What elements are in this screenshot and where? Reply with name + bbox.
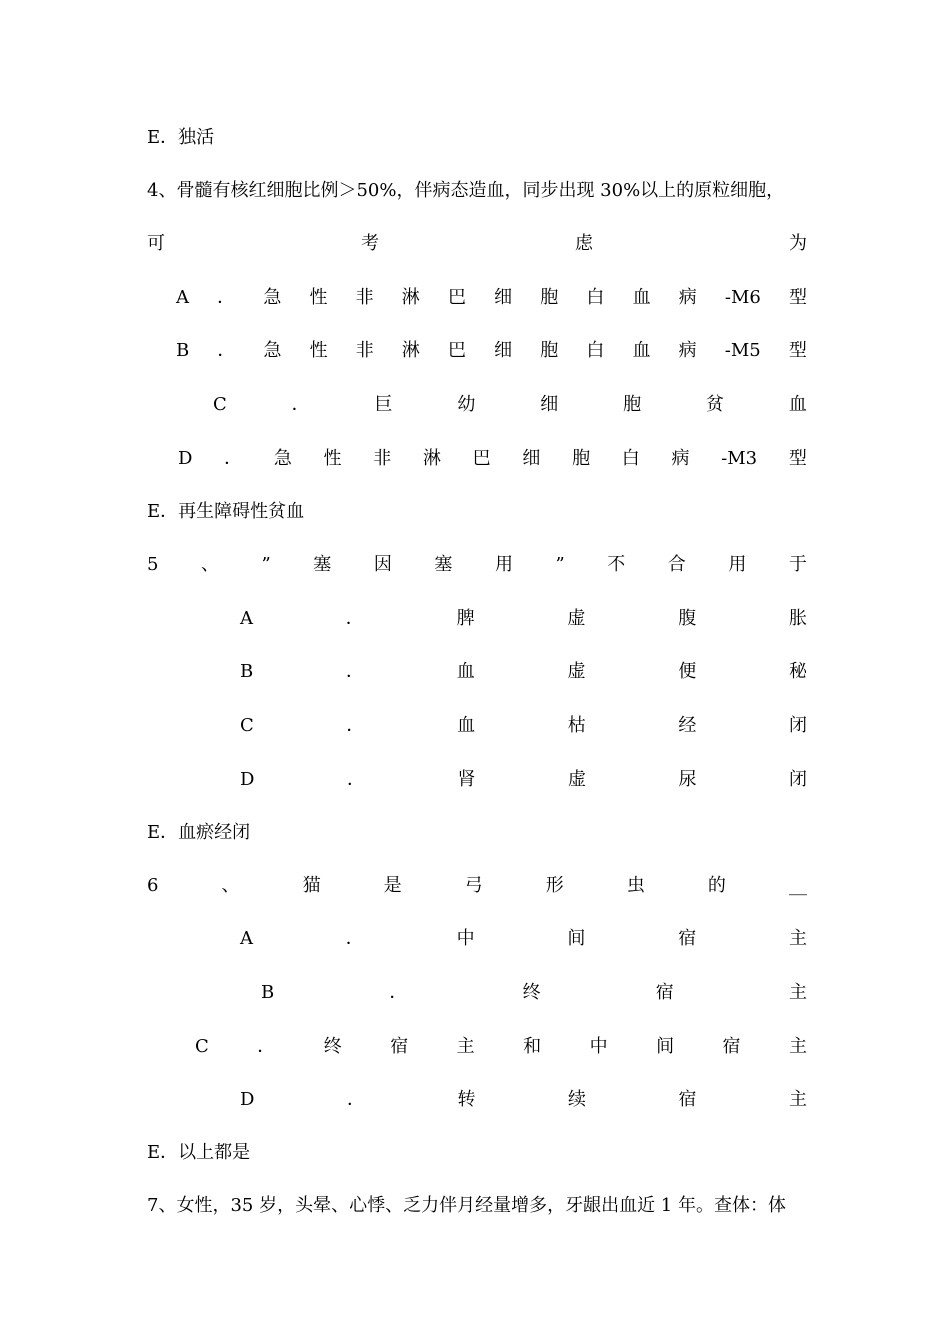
text-token: 宿 xyxy=(678,928,697,949)
text-token: 巨 xyxy=(374,394,393,415)
text-token: 因 xyxy=(373,554,392,575)
text-token: 宿 xyxy=(722,1036,741,1057)
text-token: 病 xyxy=(678,340,697,361)
text-token: 病 xyxy=(671,448,690,469)
text-token: 主 xyxy=(789,1036,807,1057)
text-token: 形 xyxy=(545,875,564,896)
text-token: 胀 xyxy=(788,608,807,629)
text-token: 白 xyxy=(586,340,605,361)
text-token: 血 xyxy=(632,287,651,308)
text-token: 宿 xyxy=(655,982,674,1003)
q5-stem xyxy=(147,553,807,577)
text-token: ． xyxy=(346,715,365,736)
q4-stem: 4、骨髓有核红细胞比例＞50%，伴病态造血，同步出现 30%以上的原粒细胞， xyxy=(147,180,785,201)
text-token: -M3 xyxy=(721,448,758,469)
text-token: B xyxy=(261,982,275,1003)
q6-option-a xyxy=(240,927,807,951)
text-token: 中 xyxy=(589,1036,608,1057)
text-token: 贫 xyxy=(706,394,725,415)
text-token: 于 xyxy=(788,554,807,575)
q5-option-d xyxy=(240,768,807,792)
text-token: 非 xyxy=(355,287,374,308)
text-token: 主 xyxy=(788,928,807,949)
text-token: 枯 xyxy=(567,715,586,736)
text-token: 中 xyxy=(456,928,475,949)
text-token: 虚 xyxy=(567,769,586,790)
text-token: B xyxy=(240,661,254,682)
text-token: 虚 xyxy=(567,608,586,629)
text-token: A xyxy=(240,928,253,949)
q4-option-e: E．再生障碍性贫血 xyxy=(147,501,305,522)
text-token: 性 xyxy=(309,287,328,308)
text-token: 型 xyxy=(788,448,807,469)
text-token: 、 xyxy=(201,554,219,575)
q6-option-d xyxy=(240,1088,807,1112)
text-token: 脾 xyxy=(456,608,475,629)
text-token: 肾 xyxy=(457,769,476,790)
text-token: 是 xyxy=(383,875,402,896)
text-token: 尿 xyxy=(678,769,697,790)
text-token: 主 xyxy=(456,1036,475,1057)
text-token: 闭 xyxy=(788,715,807,736)
q4-option-d xyxy=(178,447,807,471)
text-token: 5 xyxy=(147,554,159,575)
q5-option-c xyxy=(240,714,807,738)
text-token: A xyxy=(240,608,253,629)
text-token: ． xyxy=(224,448,243,469)
text-token: 细 xyxy=(540,394,559,415)
text-token: D xyxy=(240,769,255,790)
text-token: 腹 xyxy=(678,608,697,629)
text-token: 便 xyxy=(678,661,697,682)
q4-stem-continuation xyxy=(147,232,807,256)
text-token: 塞 xyxy=(313,554,332,575)
text-token: 虑 xyxy=(575,233,593,254)
q3-option-e: E．独活 xyxy=(147,127,215,148)
text-token: 用 xyxy=(494,554,513,575)
text-token: D xyxy=(240,1089,255,1110)
text-token: 淋 xyxy=(422,448,441,469)
text-token: 合 xyxy=(667,554,686,575)
q4-option-b xyxy=(176,339,807,363)
text-token: ． xyxy=(217,287,236,308)
text-token: ． xyxy=(389,982,408,1003)
text-token: C xyxy=(213,394,227,415)
text-token: ． xyxy=(346,769,365,790)
text-token: 6 xyxy=(147,875,159,896)
text-token: 宿 xyxy=(678,1089,697,1110)
text-token: 胞 xyxy=(623,394,642,415)
text-token: -M5 xyxy=(724,340,761,361)
text-token: 可 xyxy=(147,233,165,254)
text-token: 考 xyxy=(361,233,379,254)
text-token: 病 xyxy=(678,287,697,308)
q4-option-c xyxy=(213,393,807,417)
text-token: 血 xyxy=(457,715,476,736)
text-token: 胞 xyxy=(540,340,559,361)
text-token: D xyxy=(178,448,193,469)
text-token: ． xyxy=(345,608,364,629)
text-token: 转 xyxy=(457,1089,476,1110)
text-token: A xyxy=(176,287,189,308)
text-token: 、 xyxy=(221,875,240,896)
text-token: -M6 xyxy=(724,287,761,308)
q5-option-a xyxy=(240,607,807,631)
text-token: __ xyxy=(788,875,807,896)
q5-option-b xyxy=(240,660,807,684)
text-token: ． xyxy=(345,928,364,949)
text-token: 性 xyxy=(309,340,328,361)
text-token: ” xyxy=(555,554,565,575)
text-token: 细 xyxy=(494,287,513,308)
text-token: 非 xyxy=(373,448,392,469)
text-token: ． xyxy=(257,1036,276,1057)
text-token: 宿 xyxy=(390,1036,409,1057)
text-token: ． xyxy=(291,394,310,415)
text-token: 终 xyxy=(323,1036,342,1057)
text-token: 经 xyxy=(678,715,697,736)
text-token: 细 xyxy=(522,448,541,469)
text-token: 白 xyxy=(586,287,605,308)
text-token: 终 xyxy=(522,982,541,1003)
text-token: 急 xyxy=(263,340,282,361)
text-token: 型 xyxy=(788,340,807,361)
text-token: 不 xyxy=(607,554,626,575)
text-token: 急 xyxy=(273,448,292,469)
text-token: 白 xyxy=(621,448,640,469)
text-token: 和 xyxy=(523,1036,542,1057)
text-token: 巴 xyxy=(447,340,466,361)
q6-stem xyxy=(147,874,807,898)
text-token: 非 xyxy=(355,340,374,361)
text-token: 细 xyxy=(494,340,513,361)
text-token: 为 xyxy=(789,233,807,254)
text-token: 猫 xyxy=(302,875,321,896)
q6-option-b xyxy=(261,981,807,1005)
text-token: B xyxy=(176,340,190,361)
text-token: 巴 xyxy=(472,448,491,469)
text-token: 淋 xyxy=(401,287,420,308)
text-token: 性 xyxy=(323,448,342,469)
text-token: 弓 xyxy=(464,875,483,896)
text-token: 胞 xyxy=(540,287,559,308)
text-token: ． xyxy=(217,340,236,361)
text-token: 秘 xyxy=(788,661,807,682)
text-token: 用 xyxy=(728,554,747,575)
q5-option-e: E．血瘀经闭 xyxy=(147,822,251,843)
text-token: 主 xyxy=(788,982,807,1003)
text-token: 续 xyxy=(567,1089,586,1110)
text-token: 血 xyxy=(788,394,807,415)
text-token: 间 xyxy=(567,928,586,949)
q7-stem: 7、女性，35 岁，头晕、心悸、乏力伴月经量增多，牙龈出血近 1 年。查体：体 xyxy=(147,1195,786,1216)
text-token: 血 xyxy=(456,661,475,682)
q6-option-e: E．以上都是 xyxy=(147,1142,251,1163)
text-token: 淋 xyxy=(401,340,420,361)
text-token: 型 xyxy=(789,287,807,308)
text-token: C xyxy=(240,715,254,736)
text-token: 的 xyxy=(707,875,726,896)
text-token: 血 xyxy=(632,340,651,361)
text-token: 间 xyxy=(656,1036,675,1057)
text-token: ” xyxy=(261,554,271,575)
text-token: C xyxy=(195,1036,209,1057)
text-token: 巴 xyxy=(447,287,466,308)
q6-option-c xyxy=(195,1035,807,1059)
text-token: 闭 xyxy=(788,769,807,790)
text-token: ． xyxy=(346,1089,365,1110)
text-token: 虚 xyxy=(567,661,586,682)
text-token: 幼 xyxy=(457,394,476,415)
text-token: 虫 xyxy=(626,875,645,896)
text-token: 主 xyxy=(788,1089,807,1110)
text-token: 急 xyxy=(263,287,282,308)
q4-option-a xyxy=(176,286,807,310)
text-token: ． xyxy=(345,661,364,682)
text-token: 塞 xyxy=(434,554,453,575)
text-token: 胞 xyxy=(572,448,591,469)
